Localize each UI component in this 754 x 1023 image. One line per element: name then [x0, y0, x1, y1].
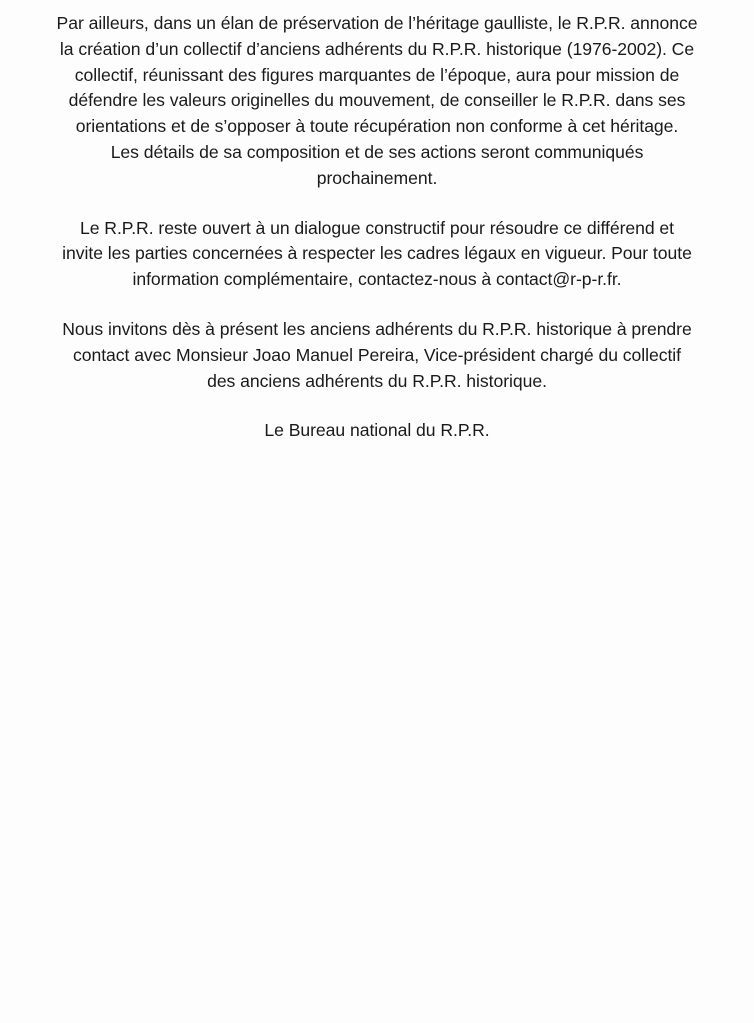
text-line: Par ailleurs, dans un élan de préservation de l’héritage gaulliste, le R.P.R. annonce: [56, 13, 698, 33]
text-line: Nous invitons dès à présent les anciens adhérents du R.P.R. historique à prendre: [62, 318, 692, 339]
text-line: des anciens adhérents du R.P.R. historique.: [207, 370, 547, 391]
text-line: défendre les valeurs originelles du mouvement, de conseiller le R.P.R. dans ses: [68, 90, 686, 111]
text-line: Les détails de sa composition et de ses actions seront communiqués: [110, 141, 644, 162]
text-line: la création d’un collectif d’anciens adhérents du R.P.R. historique (1976-2002). Ce: [59, 38, 695, 59]
text-line: orientations et de s’opposer à toute récupération non conforme à cet héritage.: [75, 116, 679, 137]
text-line: collectif, réunissant des figures marquantes de l’époque, aura pour mission de: [74, 64, 680, 85]
paragraph-collectif: [17, 11, 737, 192]
text-line: prochainement.: [316, 167, 438, 188]
text-line: Le R.P.R. reste ouvert à un dialogue constructif pour résoudre ce différend et: [80, 217, 674, 238]
paragraph-invitation: [17, 317, 737, 394]
text-line: invite les parties concernées à respecter les cadres légaux en vigueur. Pour toute: [62, 243, 692, 264]
text-line: contact avec Monsieur Joao Manuel Pereira, Vice-président chargé du collectif: [72, 344, 682, 365]
signature-line: Le Bureau national du R.P.R.: [264, 420, 490, 441]
paragraph-dialogue: [17, 216, 737, 293]
signature-paragraph: [17, 418, 737, 444]
text-line: information complémentaire, contactez-nous à contact@r-p-r.fr.: [132, 269, 622, 290]
